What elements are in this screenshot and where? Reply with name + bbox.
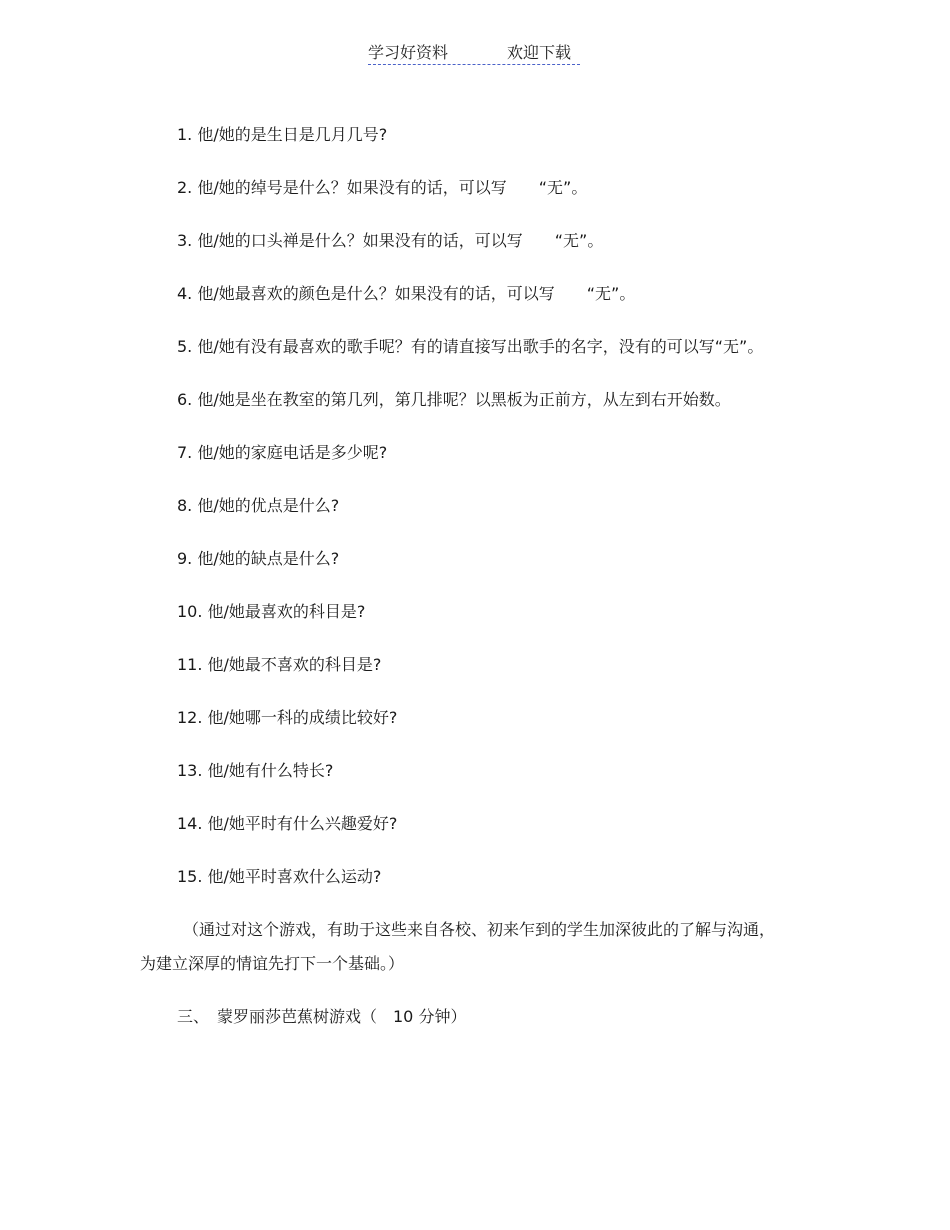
- question-1: 1. 他/她的是生日是几月几号?: [177, 125, 388, 144]
- question-3: 3. 他/她的口头禅是什么？如果没有的话，可以写 “无”。: [177, 231, 604, 250]
- question-15: 15. 他/她平时喜欢什么运动?: [177, 867, 382, 886]
- question-11: 11. 他/她最不喜欢的科目是?: [177, 655, 382, 674]
- question-12: 12. 他/她哪一科的成绩比较好?: [177, 708, 398, 727]
- question-13: 13. 他/她有什么特长?: [177, 761, 334, 780]
- question-10: 10. 他/她最喜欢的科目是?: [177, 602, 366, 621]
- question-5: 5. 他/她有没有最喜欢的歌手呢？有的请直接写出歌手的名字，没有的可以写“无”。: [177, 337, 764, 356]
- question-6: 6. 他/她是坐在教室的第几列，第几排呢？以黑板为正前方，从左到右开始数。: [177, 390, 731, 409]
- page-header: [368, 40, 580, 65]
- question-2: 2. 他/她的绰号是什么？如果没有的话，可以写 “无”。: [177, 178, 588, 197]
- question-9: 9. 他/她的缺点是什么?: [177, 549, 340, 568]
- section-heading: 三、 蒙罗丽莎芭蕉树游戏（ 10 分钟）: [177, 1007, 467, 1026]
- question-8: 8. 他/她的优点是什么?: [177, 496, 340, 515]
- question-4: 4. 他/她最喜欢的颜色是什么？如果没有的话，可以写 “无”。: [177, 284, 636, 303]
- document-body: [140, 118, 780, 1053]
- question-7: 7. 他/她的家庭电话是多少呢?: [177, 443, 388, 462]
- header-left-text: 学习好资料: [368, 43, 449, 62]
- question-14: 14. 他/她平时有什么兴趣爱好?: [177, 814, 398, 833]
- header-right-text: 欢迎下载: [507, 43, 572, 62]
- game-note: （通过对这个游戏，有助于这些来自各校、初来乍到的学生加深彼此的了解与沟通，为建立深厚的情谊先打下一个基础。）: [140, 920, 776, 973]
